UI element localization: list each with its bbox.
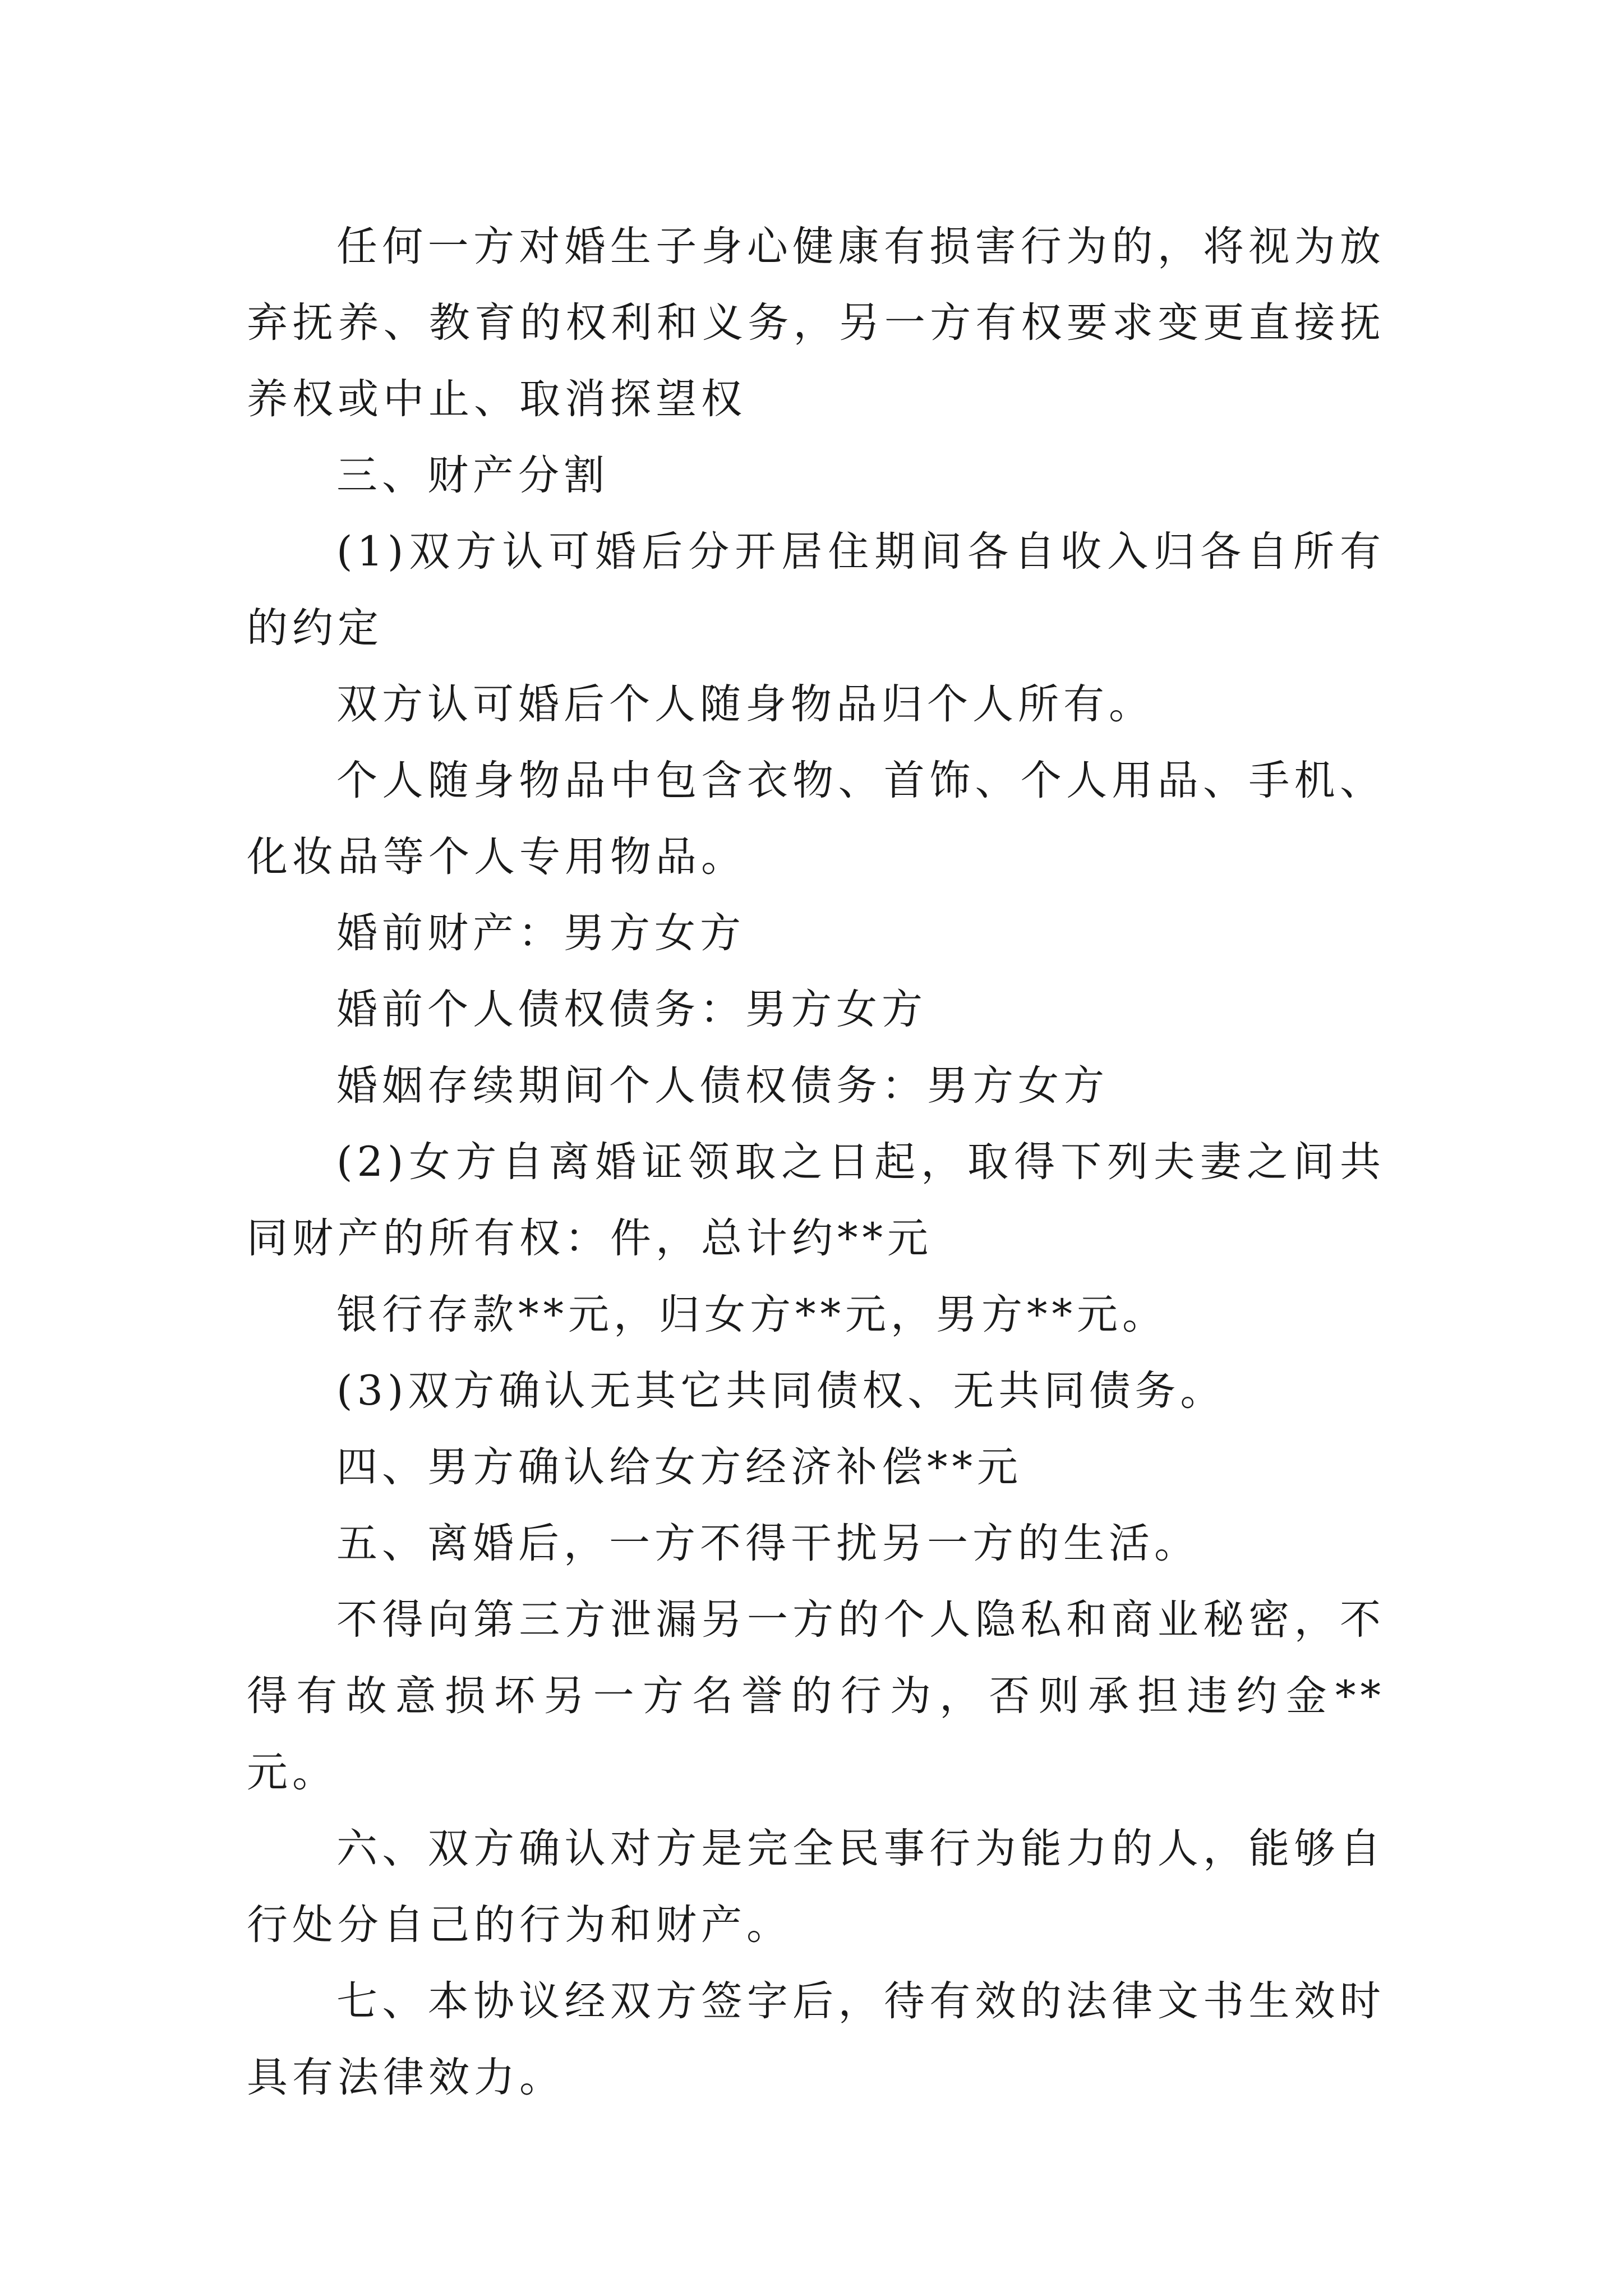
section-heading-compensation: 四、男方确认给女方经济补偿**元 (336, 1443, 1022, 1491)
section-heading-no-interference: 五、离婚后，一方不得干扰另一方的生活。 (336, 1520, 1200, 1567)
document-body (247, 209, 1385, 2116)
paragraph-belongings-items: 个人随身物品中包含衣物、首饰、个人用品、手机、化妆品等个人专用物品。 (247, 757, 1385, 881)
section-heading-effectiveness: 七、本协议经双方签字后，待有效的法律文书生效时具有法律效力。 (247, 1977, 1385, 2101)
paragraph-marital-debts: 婚姻存续期间个人债权债务：男方女方 (336, 1062, 1109, 1110)
section-heading-property-division: 三、财产分割 (336, 452, 609, 499)
section-heading-capacity: 六、双方确认对方是完全民事行为能力的人，能够自行处分自己的行为和财产。 (247, 1825, 1385, 1949)
paragraph-personal-belongings: 双方认可婚后个人随身物品归个人所有。 (336, 680, 1154, 728)
paragraph-privacy: 不得向第三方泄漏另一方的个人隐私和商业秘密，不得有故意损坏另一方名誉的行为，否则承担违约金**元。 (247, 1596, 1385, 1796)
paragraph-no-joint-debts: (3)双方确认无其它共同债权、无共同债务。 (336, 1367, 1226, 1415)
paragraph-bank-deposit: 银行存款**元，归女方**元，男方**元。 (336, 1291, 1168, 1338)
paragraph-premarital-debts: 婚前个人债权债务：男方女方 (336, 986, 927, 1033)
paragraph-custody-harm: 任何一方对婚生子身心健康有损害行为的，将视为放弃抚养、教育的权利和义务，另一方有权要求变更直接抚养权或中止、取消探望权 (247, 223, 1385, 423)
paragraph-joint-property: (2)女方自离婚证领取之日起，取得下列夫妻之间共同财产的所有权：件，总计约**元 (247, 1138, 1385, 1262)
paragraph-premarital-property: 婚前财产：男方女方 (336, 909, 745, 957)
paragraph-separate-income: (1)双方认可婚后分开居住期间各自收入归各自所有的约定 (247, 528, 1385, 652)
